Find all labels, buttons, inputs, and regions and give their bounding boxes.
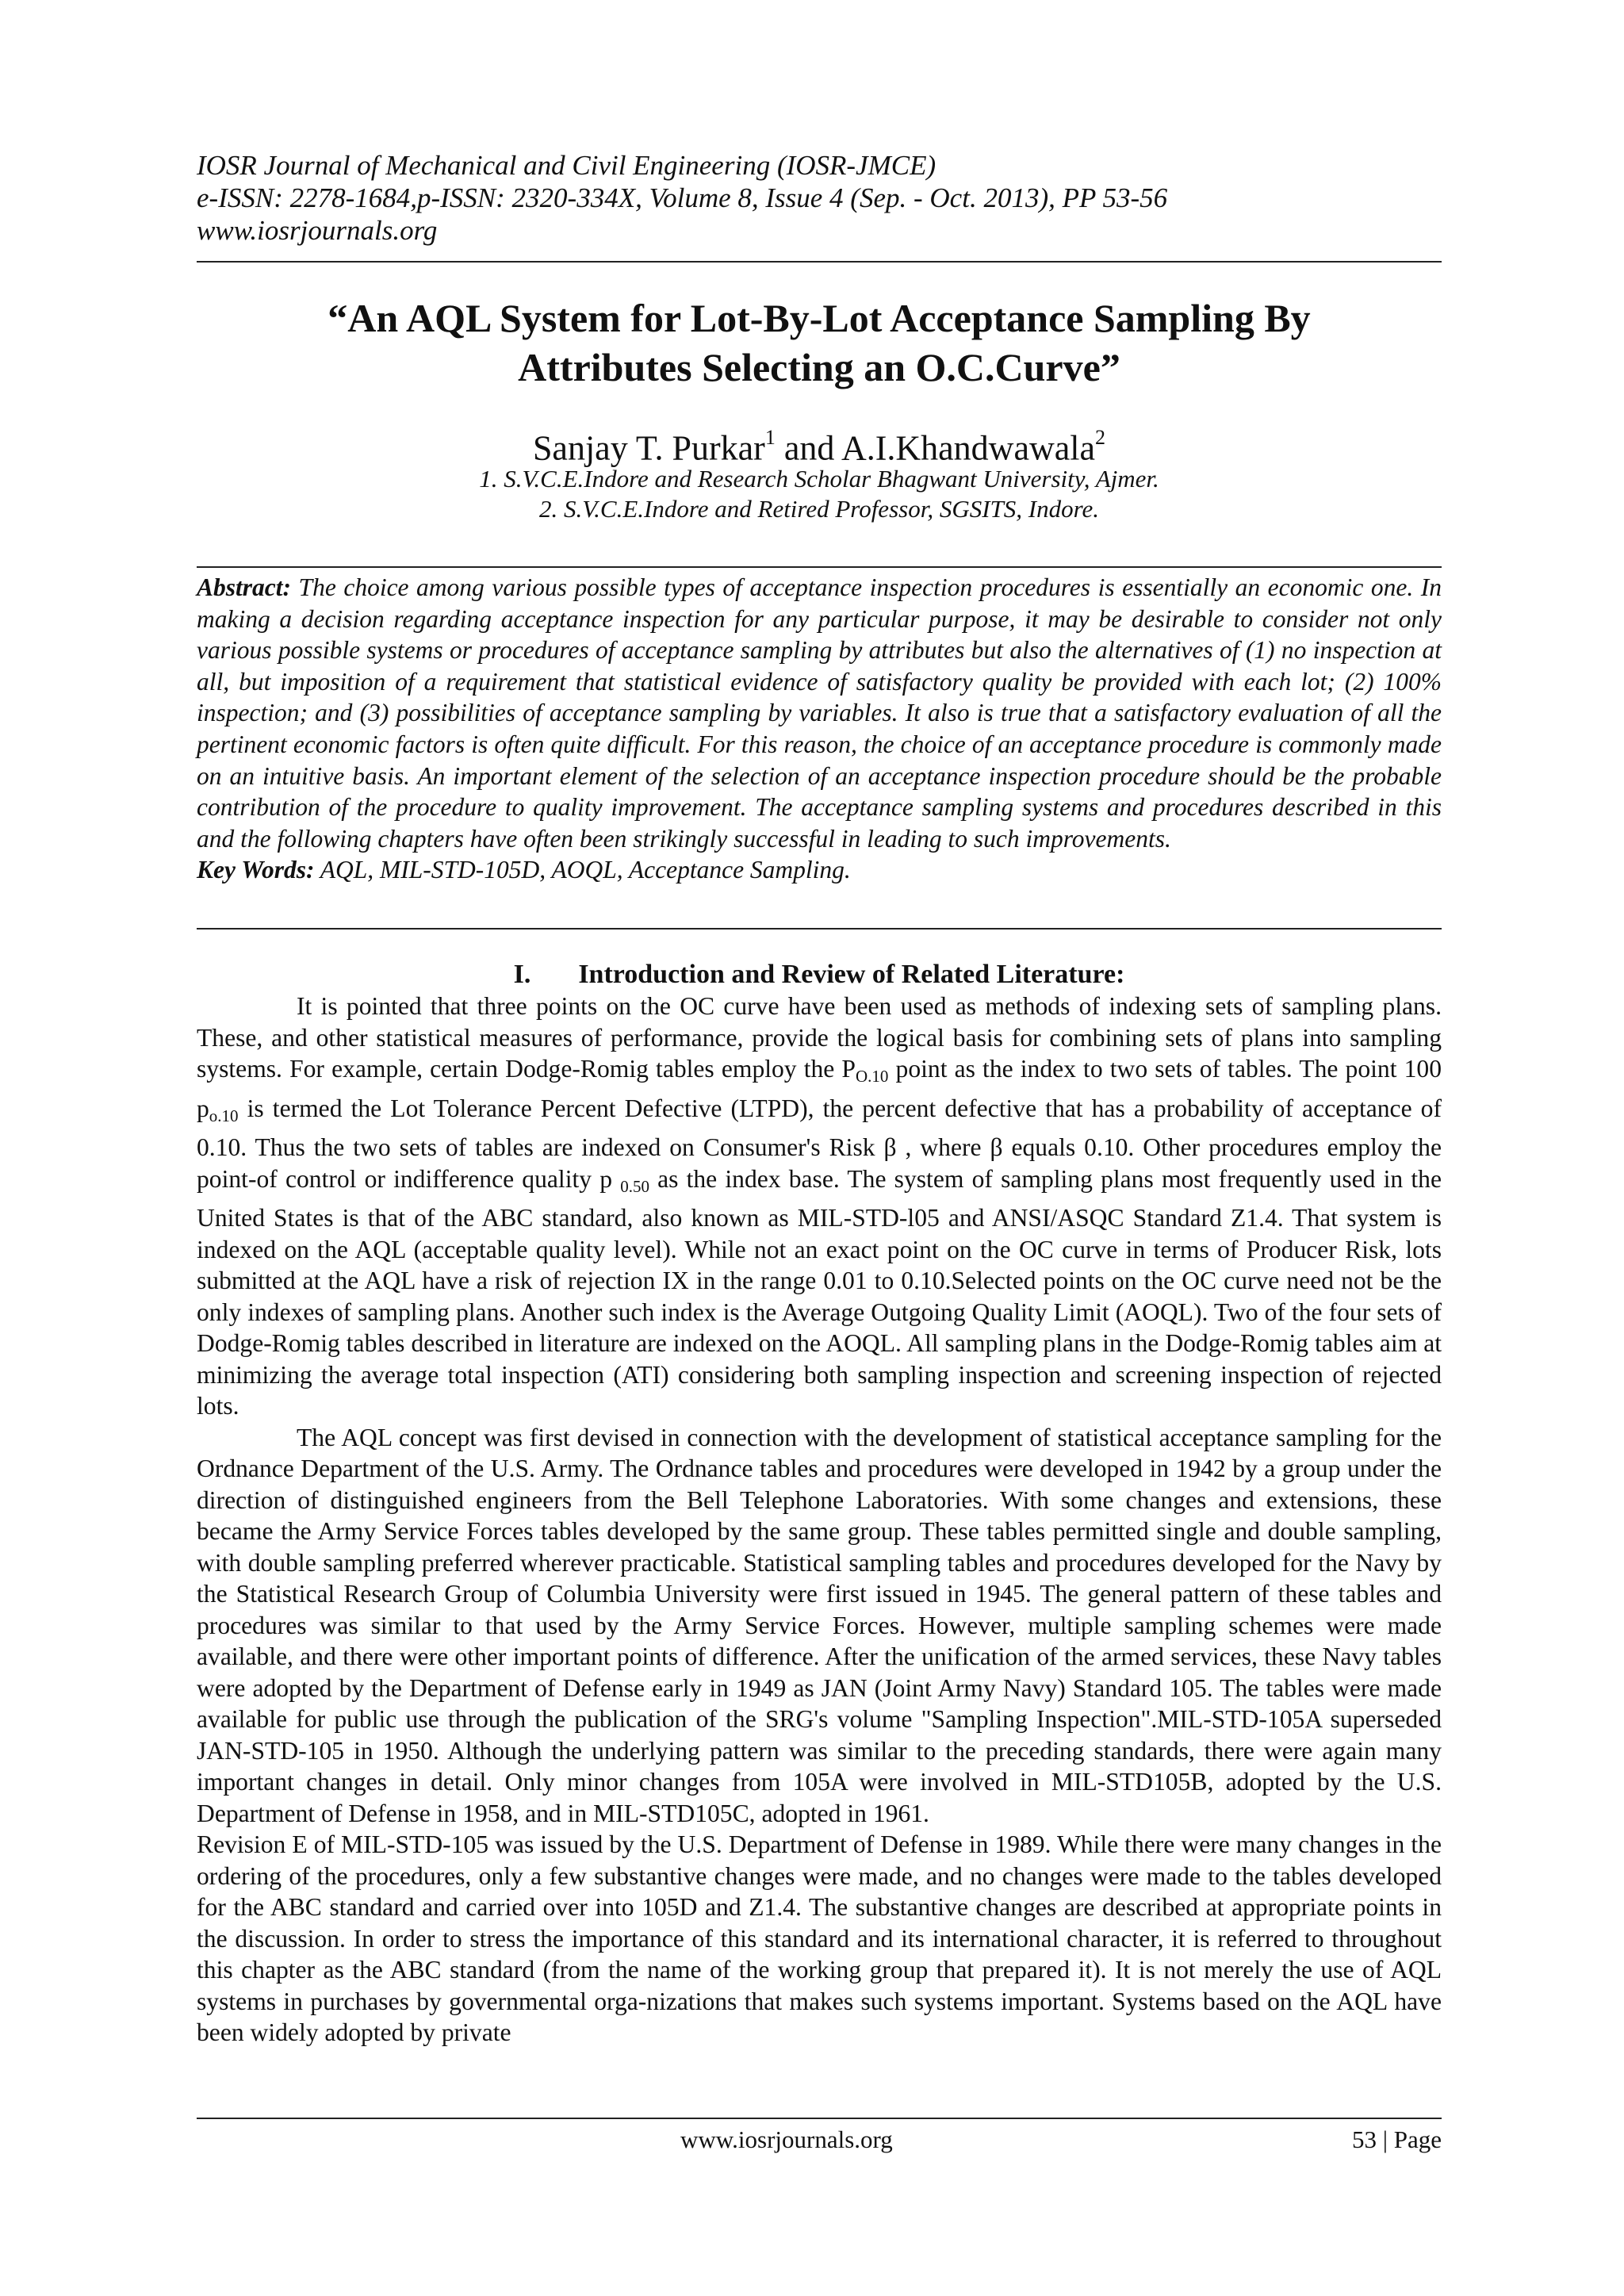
abstract-top-rule	[197, 566, 1442, 568]
footer-website: www.iosrjournals.org	[680, 2125, 893, 2153]
abstract	[197, 572, 1442, 886]
paragraph-1-part-d: as the index base. The system of sampling plans most frequently used in the United States is that of the ABC standard, also known as MIL-STD-l05 and ANSI/ASQC Standard Z1.4. That system is indexed on the AQL (acceptable quality level). While not an exact point on the OC curve in terms of Producer Risk, lots submitted at the AQL have a risk of rejection IX in the range 0.01 to 0.10.Selected points on the OC curve need not be the only indexes of sampling plans. Another such index is the Average Outgoing Quality Limit (AOQL). Two of the four sets of Dodge-Romig tables described in literature are indexed on the AOQL. All sampling plans in the Dodge-Romig tables aim at minimizing the average total inspection (ATI) considering both sampling inspection and screening inspection of rejected lots.	[197, 1164, 1442, 1420]
footer-rule	[197, 2118, 1442, 2119]
author-2: A.I.Khandwawala	[841, 428, 1096, 468]
section-title: Introduction and Review of Related Literature:	[578, 960, 1125, 989]
author-conjunction: and	[775, 428, 841, 468]
affiliations	[197, 464, 1442, 524]
body-text	[197, 991, 1442, 2049]
author-1: Sanjay T. Purkar	[532, 428, 765, 468]
journal-issn: e-ISSN: 2278-1684,p-ISSN: 2320-334X, Volume 8, Issue 4 (Sep. - Oct. 2013), PP 53-56	[197, 182, 1168, 213]
paragraph-1-part-a: It is pointed that three points on the OC curve have been used as methods of indexing sets of sampling plans. These, and other statistical measures of performance, provide the logical basis for combining sets of plans into sampling systems. For example, certain Dodge-Romig tables employ the P	[197, 992, 1442, 1083]
journal-header	[197, 149, 1442, 247]
title-line-2: Attributes Selecting an O.C.Curve”	[518, 345, 1120, 389]
author-2-affiliation-mark: 2	[1095, 426, 1106, 449]
paragraph-2: The AQL concept was first devised in connection with the development of statistical acceptance sampling for the Ordnance Department of the U.S. Army. The Ordnance tables and procedures were developed in 1942 by a group under the direction of distinguished engineers from the Bell Telephone Laboratories. With some changes and extensions, these became the Army Service Forces tables developed by the same group. These tables permitted single and double sampling, with double sampling preferred wherever practicable. Statistical sampling tables and procedures developed for the Navy by the Statistical Research Group of Columbia University were first issued in 1945. The general pattern of these tables and procedures was similar to that used by the Army Service Forces. However, multiple sampling schemes were made available, and there were other important points of difference. After the unification of the armed services, these Navy tables were adopted by the Department of Defense early in 1949 as JAN (Joint Army Navy) Standard 105. The tables were made available for public use through the publication of the SRG's volume "Sampling Inspection".MIL-STD-105A superseded JAN-STD-105 in 1950. Although the underlying pattern was similar to the preceding standards, there were again many important changes in detail. Only minor changes from 105A were involved in MIL-STD105B, adopted by the U.S. Department of Defense in 1958, and in MIL-STD105C, adopted in 1961.	[197, 1423, 1442, 1827]
journal-name: IOSR Journal of Mechanical and Civil Engineering (IOSR-JMCE)	[197, 150, 936, 181]
subscript-050: 0.50	[620, 1176, 649, 1196]
affiliation-2: 2. S.V.C.E.Indore and Retired Professor, SGSITS, Indore.	[538, 495, 1100, 523]
subscript-o10: O.10	[856, 1067, 889, 1086]
footer-page-number: 53 | Page	[1352, 2125, 1442, 2153]
abstract-bottom-rule	[197, 928, 1442, 930]
paragraph-1	[197, 991, 1442, 1422]
subscript-o10-lower: o.10	[209, 1106, 239, 1125]
paper-title	[197, 293, 1442, 392]
author-list	[197, 420, 1442, 470]
paragraph-1-part-c: is termed the Lot Tolerance Percent Defective (LTPD), the percent defective that has a probability of acceptance of 0.10. Thus the two sets of tables are indexed on Consumer's Risk β , where β equals 0.10. Other procedures employ the point-of control or indifference quality p	[197, 1094, 1442, 1193]
paragraph-1-part-b: point as the index to two sets of tables. The point 100 p	[197, 1055, 1442, 1122]
affiliation-1: 1. S.V.C.E.Indore and Research Scholar Bhagwant University, Ajmer.	[479, 465, 1159, 493]
header-rule	[197, 261, 1442, 263]
paragraph-3: Revision E of MIL-STD-105 was issued by the U.S. Department of Defense in 1989. While there were many changes in the ordering of the procedures, only a few substantive changes were made, and no changes were made to the tables developed for the ABC standard and carried over into 105D and Z1.4. The substantive changes are described at appropriate points in the discussion. In order to stress the importance of this standard and its international character, it is referred to throughout this chapter as the ABC standard (from the name of the working group that prepared it). It is not merely the use of AQL systems in purchases by governmental orga-nizations that makes such systems important. Systems based on the AQL have been widely adopted by private	[197, 1830, 1442, 2046]
title-line-1: “An AQL System for Lot-By-Lot Acceptance Sampling By	[327, 296, 1311, 340]
section-number: I.	[513, 960, 531, 989]
keywords-text: AQL, MIL-STD-105D, AOQL, Acceptance Sampling.	[314, 856, 851, 884]
journal-website: www.iosrjournals.org	[197, 215, 438, 246]
abstract-label: Abstract:	[197, 573, 292, 601]
keywords-label: Key Words:	[197, 856, 315, 884]
section-heading	[197, 959, 1442, 991]
author-1-affiliation-mark: 1	[764, 426, 776, 449]
abstract-text: The choice among various possible types of acceptance inspection procedures is essentially an economic one. In making a decision regarding acceptance inspection for any particular purpose, it may be desirable to consider not only various possible systems or procedures of acceptance sampling by attributes but also the alternatives of (1) no inspection at all, but imposition of a requirement that statistical evidence of satisfactory quality be provided with each lot; (2) 100% inspection; and (3) possibilities of acceptance sampling by variables. It also is true that a satisfactory evaluation of all the pertinent economic factors is often quite difficult. For this reason, the choice of an acceptance procedure is commonly made on an intuitive basis. An important element of the selection of an acceptance inspection procedure should be the probable contribution of the procedure to quality improvement. The acceptance sampling systems and procedures described in this and the following chapters have often been strikingly successful in leading to such improvements.	[197, 573, 1442, 853]
